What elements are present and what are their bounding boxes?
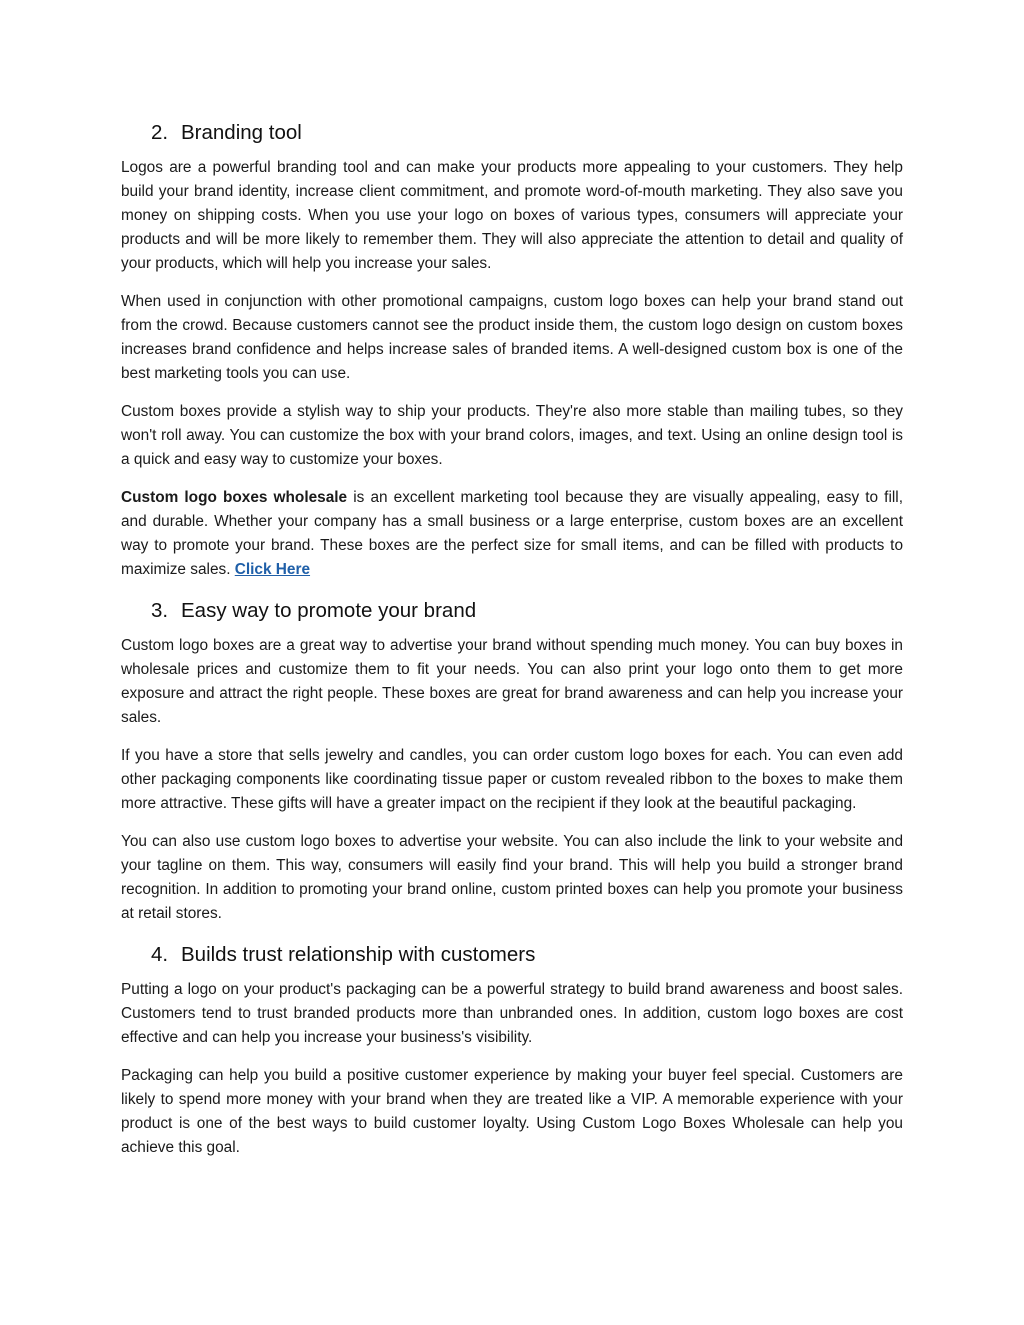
section-title: Easy way to promote your brand — [181, 599, 477, 622]
section-heading-branding-tool — [151, 118, 903, 148]
section-number: 4. — [151, 943, 169, 966]
section-title: Branding tool — [181, 121, 302, 144]
section-heading-builds-trust — [151, 940, 903, 970]
paragraph: When used in conjunction with other promotional campaigns, custom logo boxes can help your brand stand out from the crowd. Because customers cannot see the product inside them, the custom logo design on custom boxes increases brand confidence and helps increase sales of branded items. A well-designed custom box is one of the best marketing tools you can use. — [121, 293, 903, 382]
paragraph: You can also use custom logo boxes to advertise your website. You can also include the link to your website and your tagline on them. This way, consumers will easily find your brand. This will help you build a stronger brand recognition. In addition to promoting your brand online, custom printed boxes can help you promote your business at retail stores. — [121, 833, 903, 922]
paragraph: Putting a logo on your product's packaging can be a powerful strategy to build brand awareness and boost sales. Customers tend to trust branded products more than unbranded ones. In addition, custom logo boxes are cost effective and can help you increase your business's visibility. — [121, 981, 903, 1046]
paragraph: Packaging can help you build a positive customer experience by making your buyer feel special. Customers are likely to spend more money with your brand when they are treated like a VIP. A memorable experience with your product is one of the best ways to build customer loyalty. Using Custom Logo Boxes Wholesale can help you achieve this goal. — [121, 1067, 903, 1156]
paragraph: Custom boxes provide a stylish way to ship your products. They're also more stable than mailing tubes, so they won't roll away. You can customize the box with your brand colors, images, and text. Using an online design tool is a quick and easy way to customize your boxes. — [121, 403, 903, 468]
section-title: Builds trust relationship with customers — [181, 943, 536, 966]
document-page — [121, 118, 903, 1174]
section-heading-easy-way — [151, 596, 903, 626]
click-here-link[interactable]: Click Here — [234, 561, 311, 578]
paragraph: Logos are a powerful branding tool and can make your products more appealing to your customers. They help build your brand identity, increase client commitment, and promote word-of-mouth marketing. They also save you money on shipping costs. When you use your logo on boxes of various types, consumers will appreciate your products and will be more likely to remember them. They will also appreciate the attention to detail and quality of your products, which will help you increase your sales. — [121, 159, 903, 272]
section-number: 2. — [151, 121, 169, 144]
bold-lead-text: Custom logo boxes wholesale — [121, 489, 348, 506]
paragraph-with-link — [121, 486, 903, 582]
section-number: 3. — [151, 599, 169, 622]
paragraph-text: is an excellent marketing tool because they are visually appealing, easy to fill, and durable. Whether your company has a small business or a large enterprise, custom boxes are an excellent way to promote your brand. These boxes are the perfect size for small items, and can be filled with products to maximize sales. — [121, 489, 903, 578]
paragraph: If you have a store that sells jewelry and candles, you can order custom logo boxes for each. You can even add other packaging components like coordinating tissue paper or custom revealed ribbon to the boxes to make them more attractive. These gifts will have a greater impact on the recipient if they look at the beautiful packaging. — [121, 747, 903, 812]
paragraph: Custom logo boxes are a great way to advertise your brand without spending much money. You can buy boxes in wholesale prices and customize them to fit your needs. You can also print your logo onto them to get more exposure and attract the right people. These boxes are great for brand awareness and can help you increase your sales. — [121, 637, 903, 726]
